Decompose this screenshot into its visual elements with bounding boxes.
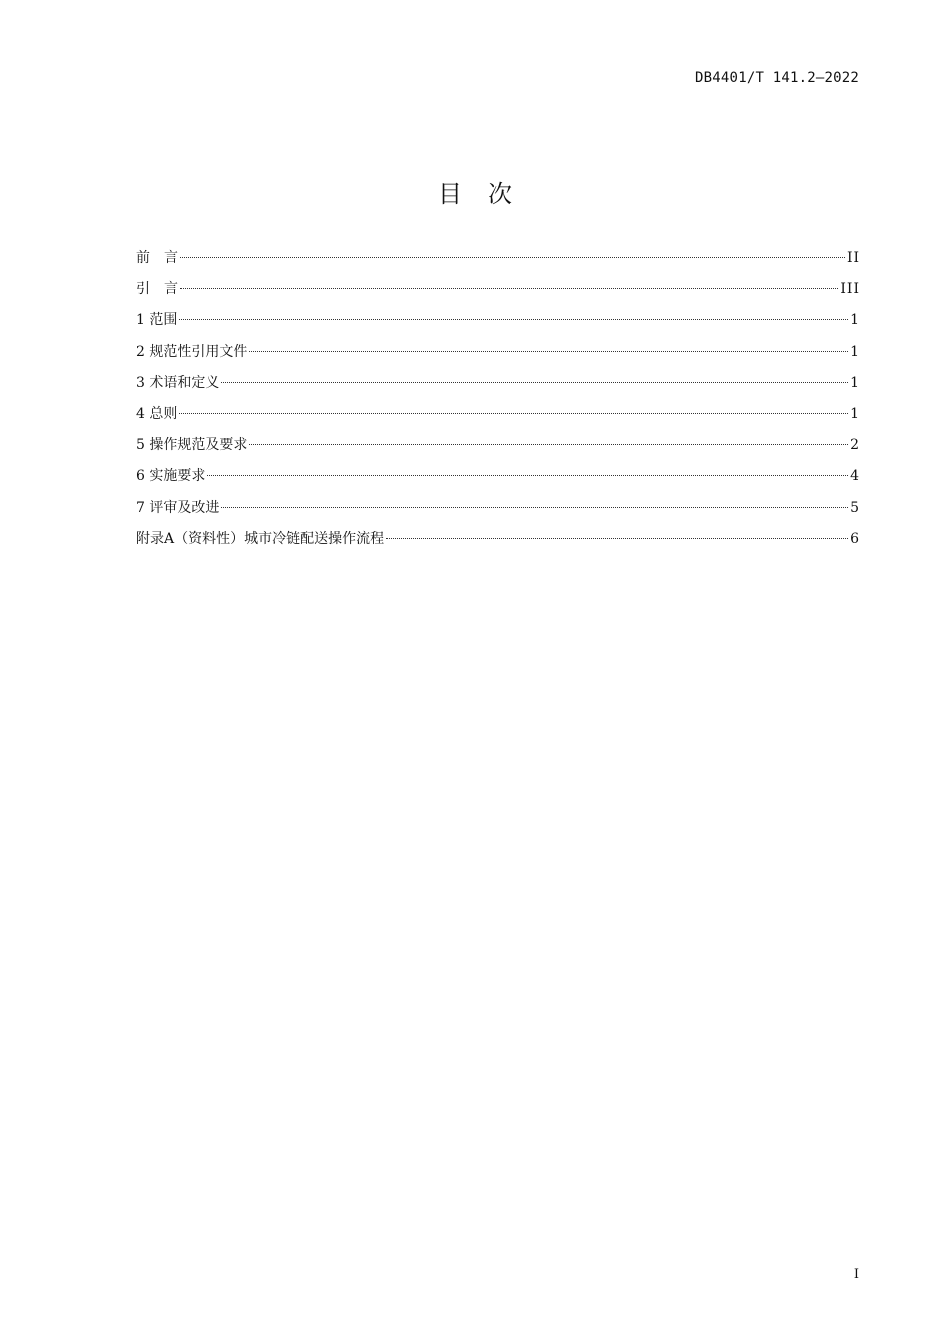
toc-leader-dots	[179, 319, 848, 320]
toc-entry-label: 前 言	[136, 250, 178, 266]
table-of-contents	[136, 247, 860, 559]
toc-entry-appendix-a[interactable]	[136, 528, 860, 559]
toc-entry-page: III	[840, 281, 860, 298]
toc-entry-page: 1	[850, 312, 860, 329]
toc-entry-page: 6	[850, 530, 860, 547]
toc-entry-label: 7 评审及改进	[136, 499, 220, 516]
toc-leader-dots	[386, 538, 848, 539]
toc-entry-label: 5 操作规范及要求	[136, 437, 248, 454]
toc-entry-page: 1	[850, 405, 860, 422]
toc-entry-label: 附录A（资料性）城市冷链配送操作流程	[136, 530, 385, 547]
toc-entry-page: 1	[850, 374, 860, 391]
toc-entry-page: 4	[850, 468, 860, 485]
toc-leader-dots	[249, 444, 848, 445]
toc-entry-label: 1 范围	[136, 312, 178, 329]
toc-entry-foreword[interactable]	[136, 247, 860, 278]
page-number: I	[853, 1267, 859, 1282]
toc-entry-label: 3 术语和定义	[136, 374, 220, 391]
toc-leader-dots	[207, 475, 848, 476]
toc-entry-page: 2	[850, 437, 860, 454]
toc-entry-label: 6 实施要求	[136, 468, 206, 485]
toc-entry-introduction[interactable]	[136, 278, 860, 309]
toc-leader-dots	[180, 288, 838, 289]
toc-entry-general[interactable]	[136, 403, 860, 434]
toc-leader-dots	[221, 507, 848, 508]
toc-entry-page: 1	[850, 343, 860, 360]
toc-leader-dots	[180, 257, 845, 258]
toc-entry-implementation[interactable]	[136, 465, 860, 496]
toc-leader-dots	[221, 382, 848, 383]
toc-title: 目次	[438, 180, 538, 208]
toc-entry-label: 2 规范性引用文件	[136, 343, 248, 360]
toc-entry-review-improvement[interactable]	[136, 497, 860, 528]
toc-entry-label: 引 言	[136, 281, 178, 298]
toc-entry-label: 4 总则	[136, 405, 178, 422]
toc-leader-dots	[249, 351, 848, 352]
toc-entry-scope[interactable]	[136, 309, 860, 340]
toc-entry-operation-requirements[interactable]	[136, 434, 860, 465]
toc-entry-page: II	[846, 250, 860, 266]
toc-entry-page: 5	[850, 499, 860, 516]
toc-entry-normative-references[interactable]	[136, 341, 860, 372]
document-code: DB4401/T 141.2—2022	[695, 70, 859, 86]
toc-entry-terms-definitions[interactable]	[136, 372, 860, 403]
toc-leader-dots	[179, 413, 848, 414]
